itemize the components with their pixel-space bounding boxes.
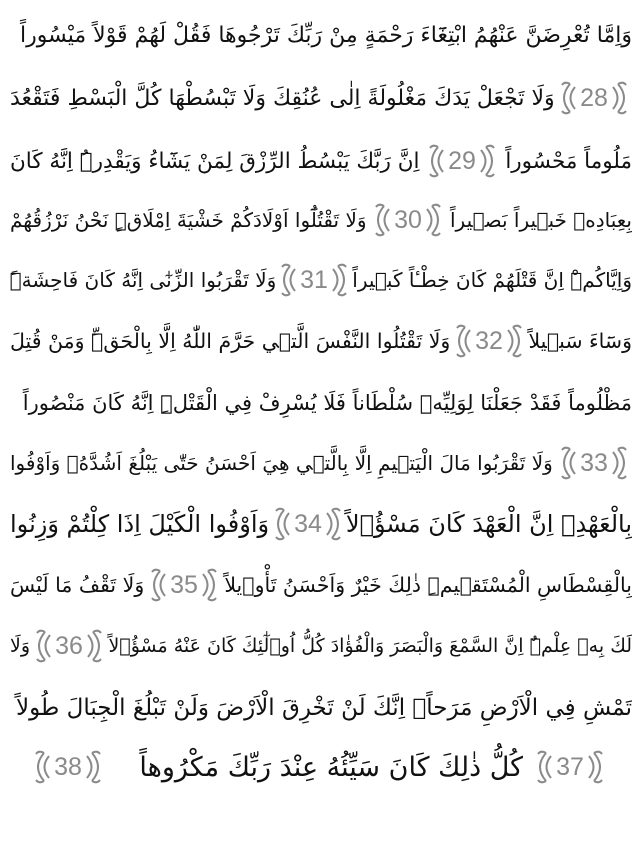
frame-left-bracket bbox=[430, 146, 443, 177]
verse-text: وَاَوْفُوا الْكَيْلَ اِذَا كِلْتُمْ وَزِنُوا bbox=[10, 510, 270, 538]
text-line bbox=[10, 737, 632, 797]
ornate-ayah-frame-icon bbox=[532, 747, 608, 787]
verse-text: وَلَا تَجْعَلْ يَدَكَ مَغْلُولَةً اِلٰى عُنُقِكَ وَلَا تَبْسُطْهَا كُلَّ الْبَسْطِ فَتَقْعُدَ bbox=[10, 85, 555, 111]
frame-left-bracket bbox=[457, 326, 470, 357]
ornate-ayah-frame-icon bbox=[146, 565, 222, 605]
verse-text: بِعِبَادِه۪ خَب۪يراً بَص۪يراً bbox=[449, 208, 632, 232]
verse-text: وَلَا تَقْرَبُوا مَالَ الْيَت۪يمِ اِلَّا بِالَّت۪ي هِيَ اَحْسَنُ حَتّٰى يَبْلُغَ اَشُدَّهُۖ وَاَوْفُوا bbox=[10, 451, 553, 475]
ornate-ayah-frame-icon bbox=[31, 626, 107, 666]
frame-left-bracket bbox=[37, 631, 50, 662]
verse-text: وَسَٓاءَ سَب۪يلاً bbox=[528, 329, 632, 353]
verse-text: وَلَا تَقْفُ مَا لَيْسَ bbox=[10, 573, 145, 597]
verse-text: بِالْعَهْدِۚ اِنَّ الْعَهْدَ كَانَ مَسْؤُ۫لاً bbox=[345, 510, 632, 538]
ayah-number: 38 bbox=[54, 753, 83, 781]
frame-left-bracket bbox=[562, 448, 575, 479]
text-line bbox=[10, 616, 632, 676]
verse-text: كُلُّ ذٰلِكَ كَانَ سَيِّئُهُ عِنْدَ رَبِّكَ مَكْرُوهاً bbox=[139, 751, 523, 783]
verse-text: وَلَا تَقْتُلُٓوا اَوْلَادَكُمْ خَشْيَةَ اِمْلَاقٍۜ نَحْنُ نَرْزُقُهُمْ bbox=[10, 208, 367, 232]
frame-left-bracket bbox=[282, 265, 295, 296]
frame-left-bracket bbox=[276, 509, 289, 540]
ayah-number-marker bbox=[30, 747, 106, 787]
text-line bbox=[10, 311, 632, 371]
frame-right-bracket bbox=[427, 205, 440, 236]
ayah-number: 34 bbox=[293, 510, 322, 538]
ayah-number-marker bbox=[451, 321, 527, 361]
frame-right-bracket bbox=[613, 448, 626, 479]
ayah-number-marker bbox=[270, 504, 346, 544]
text-line bbox=[10, 131, 632, 191]
ayah-number-marker bbox=[556, 443, 632, 483]
text-line bbox=[10, 373, 632, 433]
frame-right-bracket bbox=[327, 509, 340, 540]
ayah-number-marker bbox=[276, 260, 352, 300]
frame-right-bracket bbox=[87, 752, 100, 783]
frame-right-bracket bbox=[613, 83, 626, 114]
ayah-number-marker bbox=[424, 141, 500, 181]
verse-text: وَاِمَّا تُعْرِضَنَّ عَنْهُمُ ابْتِغَٓاءَ رَحْمَةٍ مِنْ رَبِّكَ تَرْجُوهَا فَقُلْ لَهُمْ قَوْلاً مَيْسُوراً bbox=[20, 22, 632, 48]
frame-left-bracket bbox=[152, 570, 165, 601]
ayah-number: 35 bbox=[170, 571, 199, 599]
frame-left-bracket bbox=[562, 83, 575, 114]
verse-text: تَمْشِ فِي الْاَرْضِ مَرَحاًۚ اِنَّكَ لَنْ تَخْرِقَ الْاَرْضَ وَلَنْ تَبْلُغَ الْجِبَالَ طُولاً bbox=[16, 695, 632, 721]
verse-text: مَلُوماً مَحْسُوراً bbox=[505, 148, 632, 174]
frame-right-bracket bbox=[333, 265, 346, 296]
verse-text: لَكَ بِه۪ عِلْمٌۜ اِنَّ السَّمْعَ وَالْبَصَرَ وَالْفُؤٰادَ كُلُّ اُو۬لٰٓئِكَ كَانَ عَنْهُ مَسْؤُ۫لاً bbox=[108, 635, 632, 657]
ornate-ayah-frame-icon bbox=[276, 260, 352, 300]
frame-left-bracket bbox=[376, 205, 389, 236]
ornate-ayah-frame-icon bbox=[270, 504, 346, 544]
ayah-number: 29 bbox=[448, 147, 477, 175]
verse-text: مَظْلُوماً فَقَدْ جَعَلْنَا لِوَلِيِّه۪ سُلْطَاناً فَلَا يُسْرِفْ فِي الْقَتْلِۜ اِنَّهُ كَانَ مَنْصُوراً bbox=[22, 391, 632, 415]
ayah-number: 30 bbox=[394, 206, 423, 234]
ornate-ayah-frame-icon bbox=[556, 443, 632, 483]
ayah-number: 32 bbox=[475, 327, 504, 355]
ornate-ayah-frame-icon bbox=[30, 747, 106, 787]
text-line bbox=[10, 250, 632, 310]
ayah-number: 37 bbox=[556, 753, 584, 781]
ornate-ayah-frame-icon bbox=[451, 321, 527, 361]
ornate-ayah-frame-icon bbox=[370, 200, 446, 240]
text-line bbox=[10, 555, 632, 615]
verse-text: وَلَا تَقْتُلُوا النَّفْسَ الَّت۪ي حَرَّمَ اللّٰهُ اِلَّا بِالْحَقِّۜ وَمَنْ قُتِلَ bbox=[10, 329, 451, 353]
verse-text: اِنَّ رَبَّكَ يَبْسُطُ الرِّزْقَ لِمَنْ يَشَٓاءُ وَيَقْدِرُۜ اِنَّهُ كَانَ bbox=[10, 148, 420, 174]
frame-right-bracket bbox=[589, 752, 602, 783]
verse-text: بِالْقِسْطَاسِ الْمُسْتَق۪يمِۜ ذٰلِكَ خَيْرٌ وَاَحْسَنُ تَأْو۪يلاً bbox=[224, 573, 632, 597]
ayah-number-marker bbox=[556, 78, 632, 118]
frame-left-bracket bbox=[538, 752, 551, 783]
ayah-number: 28 bbox=[580, 84, 608, 112]
frame-right-bracket bbox=[203, 570, 216, 601]
ayah-number-marker bbox=[370, 200, 446, 240]
ayah-number-marker bbox=[532, 747, 608, 787]
verse-text: وَلَا تَقْرَبُوا الزِّنٰٓى اِنَّهُ كَانَ فَاحِشَةًۜ bbox=[10, 268, 277, 292]
verse-text: وَلَا bbox=[10, 635, 31, 657]
frame-right-bracket bbox=[481, 146, 494, 177]
ornate-ayah-frame-icon bbox=[556, 78, 632, 118]
text-line bbox=[10, 494, 632, 554]
text-line bbox=[10, 5, 632, 65]
frame-left-bracket bbox=[36, 752, 49, 783]
text-line bbox=[10, 68, 632, 128]
verse-text: وَاِيَّاكُمْۜ اِنَّ قَتْلَهُمْ كَانَ خِطْـٔاً كَب۪يراً bbox=[352, 268, 632, 292]
ayah-number: 31 bbox=[300, 266, 329, 294]
ornate-ayah-frame-icon bbox=[424, 141, 500, 181]
ayah-number: 36 bbox=[55, 632, 84, 660]
ayah-number: 33 bbox=[580, 449, 608, 477]
text-line bbox=[10, 190, 632, 250]
frame-right-bracket bbox=[88, 631, 101, 662]
ayah-number-marker bbox=[31, 626, 107, 666]
text-line bbox=[10, 433, 632, 493]
frame-right-bracket bbox=[508, 326, 521, 357]
text-line bbox=[10, 678, 632, 738]
ayah-number-marker bbox=[146, 565, 222, 605]
